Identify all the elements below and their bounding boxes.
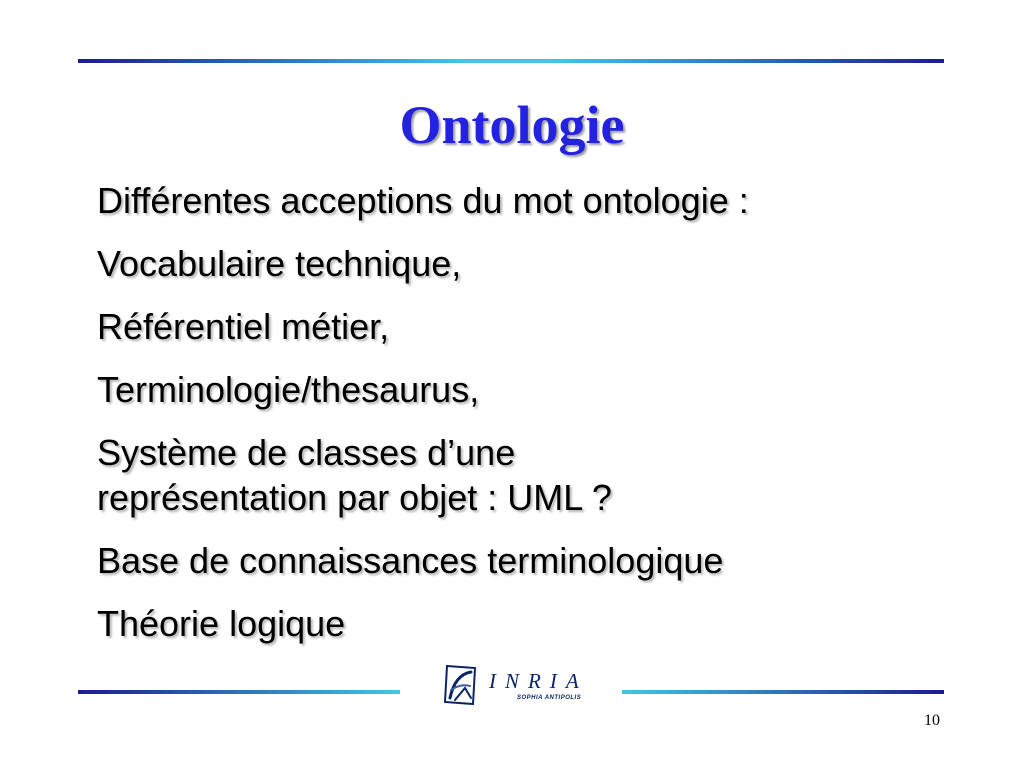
logo-wordmark: INRIA: [489, 669, 588, 693]
bottom-divider-right: [622, 690, 944, 694]
list-item: Terminologie/thesaurus,: [97, 369, 480, 410]
page-number: 10: [924, 712, 940, 729]
bottom-divider-left: [78, 690, 400, 694]
list-item: Référentiel métier,: [97, 306, 390, 347]
inria-emblem-icon: [441, 662, 481, 708]
list-item: Vocabulaire technique,: [97, 243, 462, 284]
bullet-list: [97, 178, 977, 646]
logo-subtitle: SOPHIA ANTIPOLIS: [517, 695, 582, 701]
top-divider: [78, 59, 944, 63]
list-item: Système de classes d’une représentation par objet : UML ?: [97, 432, 612, 518]
list-item: Théorie logique: [97, 603, 346, 644]
inria-logo: [441, 662, 601, 712]
slide-title: Ontologie: [399, 95, 625, 155]
list-item: Base de connaissances terminologique: [97, 540, 724, 581]
list-item: Différentes acceptions du mot ontologie :: [97, 180, 749, 221]
